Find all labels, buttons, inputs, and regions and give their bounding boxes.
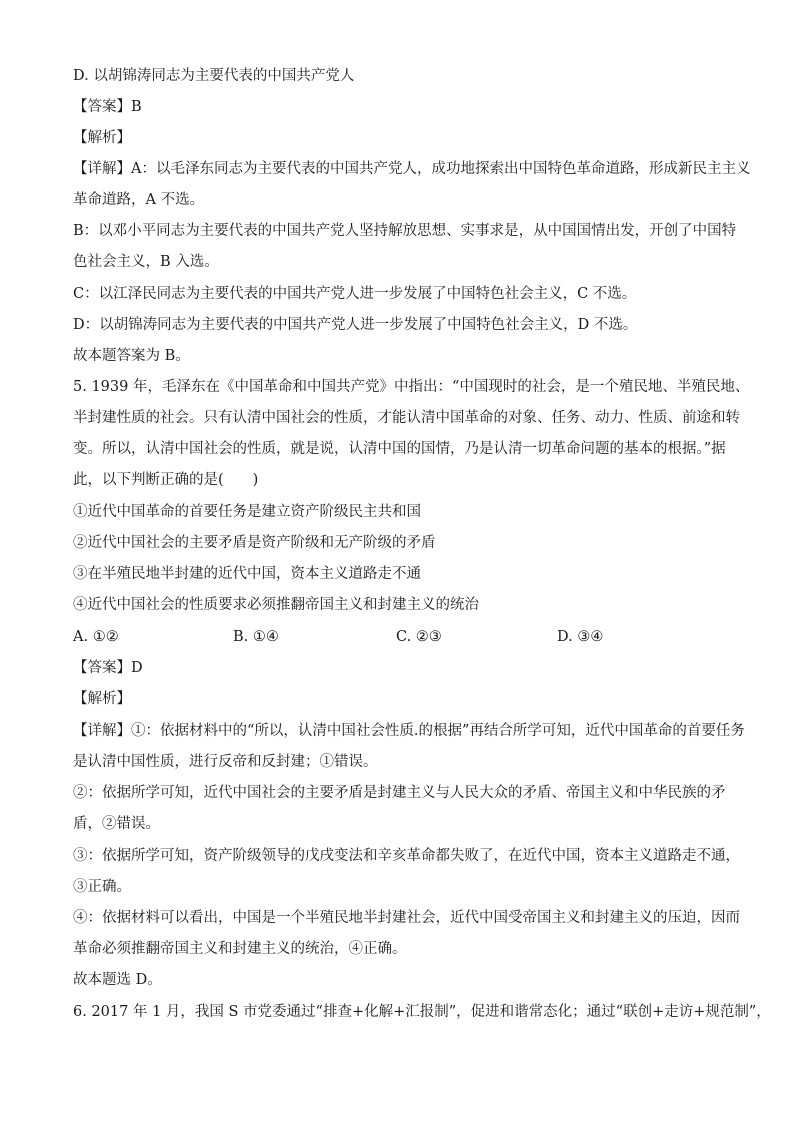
text-line: 半封建性质的社会。只有认清中国社会的性质，才能认清中国革命的对象、任务、动力、性质、前途和转 [73,410,740,426]
text-line: 盾，②错误。 [73,816,160,832]
text-line: D：以胡锦涛同志为主要代表的中国共产党人进一步发展了中国特色社会主义，D 不选。 [73,317,638,333]
text-line: 变。所以，认清中国社会的性质，就是说，认清中国的国情，乃是认清一切革命问题的基本的根据。”据 [73,441,726,457]
text-line: ③正确。 [73,879,131,895]
text-line: 【详解】A：以毛泽东同志为主要代表的中国共产党人，成功地探索出中国特色革命道路，形成新民主主义 [73,161,751,177]
text-line: 此，以下判断正确的是( ) [73,472,259,488]
text-line: B：以邓小平同志为主要代表的中国共产党人坚持解放思想、实事求是，从中国国情出发，开创了中国特 [73,223,737,239]
text-line: 【详解】①：依据材料中的“所以，认清中国社会性质.的根据”再结合所学可知，近代中国革命的首要任务 [73,723,745,739]
answer-label: 【答案】B [73,99,142,115]
text-line: ④：依据材料可以看出，中国是一个半殖民地半封建社会，近代中国受帝国主义和封建主义的压迫，因而 [73,910,740,926]
statement-1: ①近代中国革命的首要任务是建立资产阶级民主共和国 [73,504,421,520]
text-line: 色社会主义，B 入选。 [73,254,219,270]
text-line: 故本题选 D。 [73,972,162,988]
analysis-label: 【解析】 [73,130,131,146]
text-line: 革命道路，A 不选。 [73,192,205,208]
text-line: D. 以胡锦涛同志为主要代表的中国共产党人 [73,68,355,84]
text-line: C：以江泽民同志为主要代表的中国共产党人进一步发展了中国特色社会主义，C 不选。 [73,286,637,302]
question-6-stem: 6. 2017 年 1 月，我国 S 市党委通过“排查+化解+汇报制”，促进和谐常态化；通过“联创+走访+规范制”， [73,1004,771,1020]
statement-4: ④近代中国社会的性质要求必须推翻帝国主义和封建主义的统治 [73,597,479,613]
analysis-label: 【解析】 [73,691,131,707]
text-line: 故本题答案为 B。 [73,348,190,364]
text-line: ②：依据所学可知，近代中国社会的主要矛盾是封建主义与人民大众的矛盾、帝国主义和中华民族的矛 [73,785,726,801]
option-c: C. ②③ [396,629,442,645]
option-b: B. ①④ [233,629,279,645]
answer-label: 【答案】D [73,660,143,676]
statement-3: ③在半殖民地半封建的近代中国，资本主义道路走不通 [73,566,421,582]
text-line: 革命必须推翻帝国主义和封建主义的统治，④正确。 [73,941,407,957]
option-a: A. ①② [73,629,119,645]
question-5-stem: 5. 1939 年，毛泽东在《中国革命和中国共产党》中指出：“中国现时的社会，是一个殖民地、半殖民地、 [73,379,750,395]
option-d: D. ③④ [557,629,604,645]
statement-2: ②近代中国社会的主要矛盾是资产阶级和无产阶级的矛盾 [73,535,436,551]
text-line: ③：依据所学可知，资产阶级领导的戊戌变法和辛亥革命都失败了，在近代中国，资本主义道路走不通， [73,848,740,864]
text-line: 是认清中国性质，进行反帝和反封建；①错误。 [73,754,378,770]
